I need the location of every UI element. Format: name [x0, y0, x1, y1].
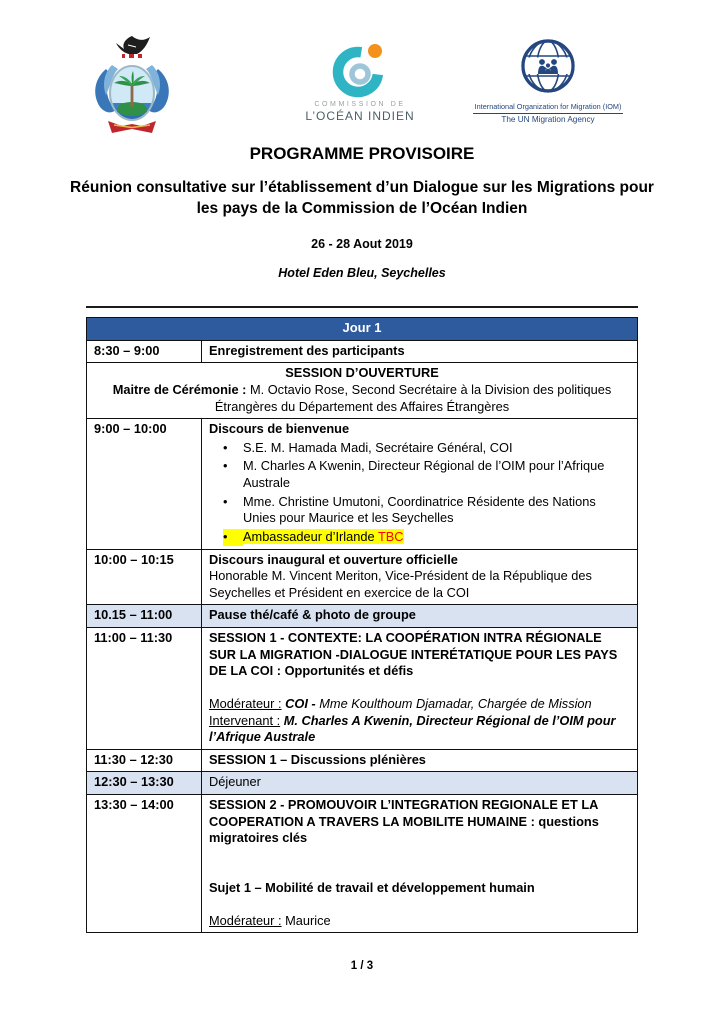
mc-line [94, 382, 630, 415]
moderator-name: Mme Koulthoum Djamadar, Chargée de Mission [319, 695, 592, 711]
session2-title: SESSION 2 - PROMOUVOIR L’INTEGRATION REGIONALE ET LA COOPERATION A TRAVERS LA MOBILITE HUMAINE : questions migratoires clés [209, 797, 599, 846]
horizontal-divider [86, 306, 638, 308]
event-title: Discours inaugural et ouverture officielle [209, 551, 458, 567]
table-row-lunch [87, 772, 638, 795]
bullet-item [209, 440, 630, 457]
blank-line [209, 847, 630, 880]
bullet-icon: • [223, 458, 228, 474]
time-cell: 10:00 – 10:15 [87, 549, 202, 605]
blank-line [209, 680, 630, 696]
time-cell: 8:30 – 9:00 [87, 340, 202, 363]
table-row-opening-session [87, 363, 638, 419]
moderator-line [209, 913, 630, 930]
page-number: 1 / 3 [350, 960, 374, 972]
table-row-session1 [87, 628, 638, 750]
meeting-subtitle: Réunion consultative sur l’établissement d’un Dialogue sur les Migrations pour les pays de la Commission de l’Océan Indien [70, 179, 654, 218]
time-cell: 11:00 – 11:30 [87, 628, 202, 750]
time-cell: 13:30 – 14:00 [87, 795, 202, 933]
speaker-name: M. Charles A Kwenin, Directeur Régional de l’OIM pour l’Afrique Australe [209, 712, 616, 745]
coi-logo-text-line1: COMMISSION DE [314, 101, 406, 108]
table-row-registration [87, 340, 638, 363]
agenda-table [86, 317, 638, 933]
moderator-org: COI - [281, 695, 320, 711]
logo-row [0, 0, 724, 142]
table-row-welcome [87, 419, 638, 549]
mc-text: M. Octavio Rose, Second Secrétaire à la Division des politiques Étrangères du Département des Affaires Étrangères [214, 381, 612, 414]
bullet-icon: • [223, 529, 243, 546]
bullet-text [243, 529, 630, 546]
event-cell: SESSION 1 – Discussions plénières [202, 749, 638, 772]
coi-logo-text-line2: L’OCÉAN INDIEN [305, 109, 415, 123]
iom-logo-text-line2: The UN Migration Agency [501, 115, 595, 124]
bullet-item [209, 458, 630, 491]
time-cell: 9:00 – 10:00 [87, 419, 202, 549]
event-cell: Déjeuner [202, 772, 638, 795]
session1-title: SESSION 1 - CONTEXTE: LA COOPÉRATION INTRA RÉGIONALE SUR LA MIGRATION -DIALOGUE INTERÉTATIQUE POUR LES PAYS DE LA COI : Opportunités et défis [209, 630, 618, 679]
bullet-item-highlighted [209, 529, 630, 546]
page-title: PROGRAMME PROVISOIRE [249, 144, 475, 163]
blank-line [209, 897, 630, 913]
bullet-text: S.E. M. Hamada Madi, Secrétaire Général, COI [243, 439, 513, 455]
event-cell [202, 795, 638, 933]
event-dates: 26 - 28 Aout 2019 [311, 236, 413, 251]
day-header: Jour 1 [87, 317, 638, 340]
opening-session-cell [87, 363, 638, 419]
time-cell: 11:30 – 12:30 [87, 749, 202, 772]
event-body: Honorable M. Vincent Meriton, Vice-Président de la République des Seychelles et Président en exercice de la COI [209, 568, 592, 600]
seychelles-coat-of-arms-icon [92, 34, 172, 140]
time-cell: 12:30 – 13:30 [87, 772, 202, 795]
bullet-text: M. Charles A Kwenin, Directeur Régional de l’OIM pour l’Afrique Australe [243, 458, 605, 491]
event-cell: Enregistrement des participants [202, 340, 638, 363]
iom-globe-icon [513, 36, 583, 100]
event-venue: Hotel Eden Bleu, Seychelles [278, 265, 446, 280]
event-cell [202, 419, 638, 549]
table-row-inaugural [87, 549, 638, 605]
speaker-line [209, 713, 630, 746]
table-row-break [87, 605, 638, 628]
iom-logo [458, 36, 638, 124]
moderator-line [209, 696, 630, 713]
iom-logo-text-line1: International Organization for Migration (IOM) [474, 102, 622, 111]
bullet-icon: • [223, 493, 228, 509]
mc-label: Maitre de Cérémonie : [112, 381, 247, 397]
coi-logo [298, 40, 422, 123]
bullet-item [209, 494, 630, 527]
event-cell [202, 549, 638, 605]
day-header-row [87, 317, 638, 340]
tbc-status: TBC [377, 528, 404, 544]
moderator-label: Modérateur : [209, 912, 282, 928]
event-cell [202, 628, 638, 750]
table-row-plenary [87, 749, 638, 772]
coi-logo-icon [323, 40, 397, 98]
opening-session-title: SESSION D’OUVERTURE [285, 365, 439, 381]
bullet-text: Mme. Christine Umutoni, Coordinatrice Résidente des Nations Unies pour Maurice et les Seychelles [243, 493, 596, 526]
event-title: Discours de bienvenue [209, 421, 350, 437]
ambassador-text: Ambassadeur d’Irlande [243, 528, 378, 544]
highlighted-text [243, 529, 404, 544]
iom-logo-divider [473, 113, 623, 114]
moderator-label: Modérateur : [209, 695, 282, 711]
event-cell: Pause thé/café & photo de groupe [202, 605, 638, 628]
session2-topic: Sujet 1 – Mobilité de travail et développement humain [209, 879, 535, 895]
bullet-icon: • [223, 439, 228, 455]
speaker-label: Intervenant : [209, 712, 281, 728]
time-cell: 10.15 – 11:00 [87, 605, 202, 628]
moderator-name: Maurice [281, 912, 331, 928]
table-row-session2 [87, 795, 638, 933]
